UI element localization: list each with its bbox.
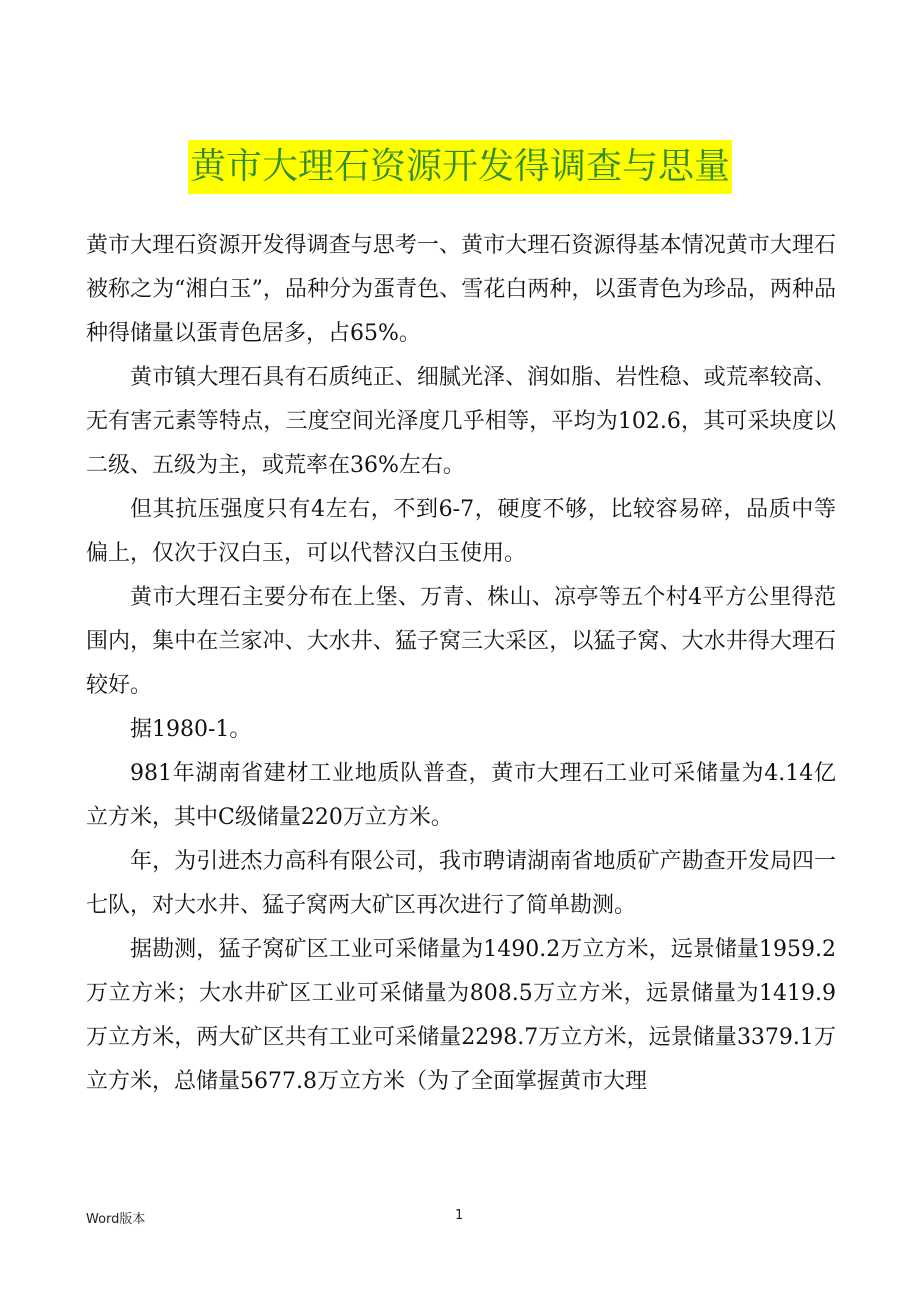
document-title: 黄市大理石资源开发得调查与思量 xyxy=(188,140,732,194)
paragraph-1: 黄市大理石资源开发得调查与思考一、黄市大理石资源得基本情况黄市大理石被称之为“湘白玉”，品种分为蛋青色、雪花白两种，以蛋青色为珍品，两种品种得储量以蛋青色居多，占65%。 xyxy=(86,233,836,346)
page-number: 1 xyxy=(455,1208,464,1223)
title-container xyxy=(0,140,920,194)
paragraph-8: 据勘测，猛子窝矿区工业可采储量为1490.2万立方米，远景储量1959.2万立方米；大水井矿区工业可采储量为808.5万立方米，远景储量为1419.9万立方米，两大矿区共有工业可采储量2298.7万立方米，远景储量3379.1万立方米，总储量5677.8万立方米（为了全面掌握黄市大理 xyxy=(86,937,836,1094)
document-body xyxy=(86,224,836,1104)
paragraph-3: 但其抗压强度只有4左右，不到6-7，硬度不够，比较容易碎，品质中等偏上，仅次于汉白玉，可以代替汉白玉使用。 xyxy=(86,497,836,566)
paragraph-6: 981年湖南省建材工业地质队普查，黄市大理石工业可采储量为4.14亿立方米，其中C级储量220万立方米。 xyxy=(86,761,836,830)
footer-label: Word版本 xyxy=(86,1212,146,1227)
paragraph-4: 黄市大理石主要分布在上堡、万青、株山、凉亭等五个村4平方公里得范围内，集中在兰家冲、大水井、猛子窝三大采区，以猛子窝、大水井得大理石较好。 xyxy=(86,585,836,698)
paragraph-5: 据1980-1。 xyxy=(130,717,252,742)
paragraph-2: 黄市镇大理石具有石质纯正、细腻光泽、润如脂、岩性稳、或荒率较高、无有害元素等特点，三度空间光泽度几乎相等，平均为102.6，其可采块度以二级、五级为主，或荒率在36%左右。 xyxy=(86,365,836,478)
paragraph-7: 年，为引进杰力高科有限公司，我市聘请湖南省地质矿产勘查开发局四一七队，对大水井、猛子窝两大矿区再次进行了简单勘测。 xyxy=(86,849,836,918)
